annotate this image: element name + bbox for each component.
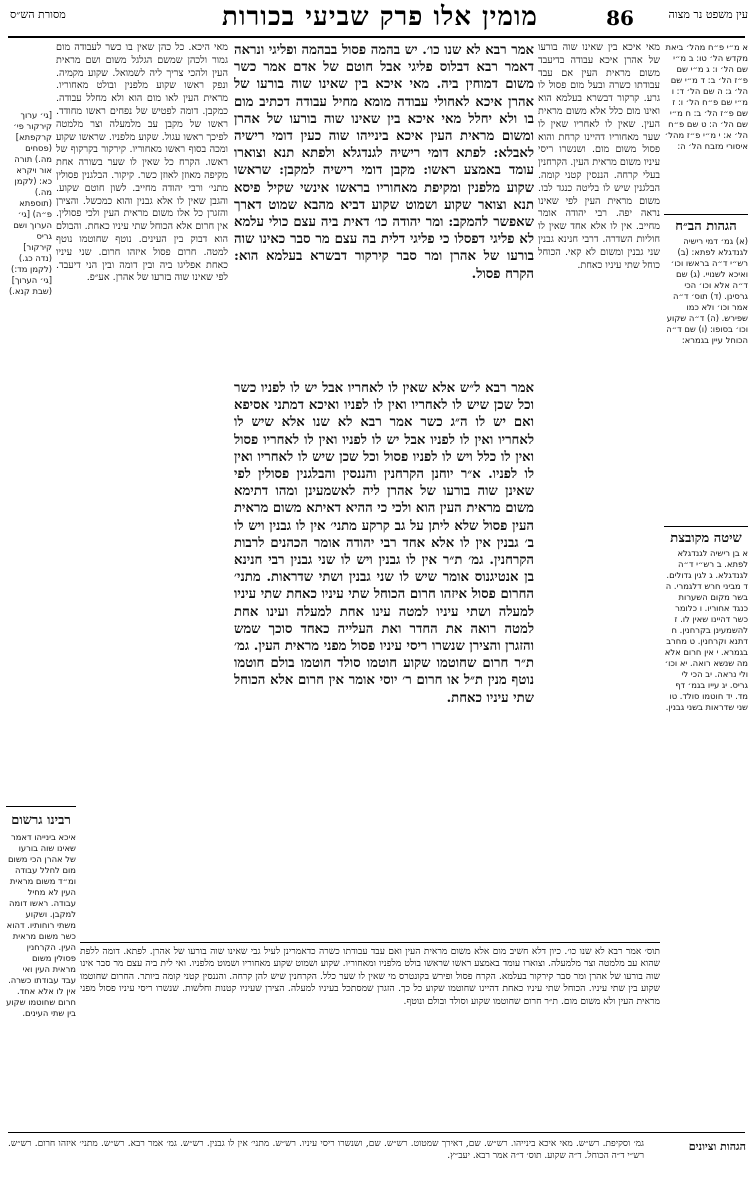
gemara-text-upper: אמר רבא לא שנו כו׳. יש בהמה פסול בבהמה ופליגי ונראה דאמר רבא דבלוס פליגי אבל חוטם של אדם אמר כשר משום דמוחין ביה. מאי איכא בין שאינו שוה בורעו של אהרן איכא לאחולי עבודה מומא מחיל עבודה דכתיב מום בו ולא יחלל מאי איכא בין שאינו שוה בורעו של אהרן ומשום מראית העין איכא בינייהו שוה כעין דומי רישיה לאבלא: לפתא דומי רישיה לגנדגלא ולפתא תנא וצוארו עומד באמצע ראשו: מקבן דומי רישיה למקבן: שראשו שקוע מלפנין ומקיפת מאחוריו בראשו אינשי שקיל פיסא תנא וצואר שקוע ושמוט שקוע דביא מהבא שמוט דארך שאפשר להמקב: ומר יהודה כו׳ דאית ביה עצם כולי עלמא לא פליגי דפסלו כי פליגי דלית בה עצם מר סבר כאינו שוה בורעו של אהרן ומר סבר קירקור דבשרא בעלמא הוא: הקרח פסול. bbox=[234, 43, 534, 282]
page-number: 86 bbox=[606, 6, 634, 30]
bottom-commentary: תוס׳ אמר רבא לא שנו כו׳. כיון דלא חשיב מום אלא משום מראית העין ואם עבד עבודתו כשרה כדאמרינן לעיל גבי שאינו שוה בורעו של אהרן. לפתא. דומה ללפת שהוא עב מלמטה וצר מלמעלה. וצוארו עומד באמצע ראשו שראשו בולט מלפניו ומאחוריו. שקוע ושמוט שקוע מאחוריו ושמוט מלפניו. ואי לית ביה עצם מר סבר אינו שוה בורעו של אהרן ומר סבר קירקור בעלמא. הקרח פסול ופירש בקונטרס מי שאין לו שער כלל. הקרחנין שיש להן קרחה. והננסין קטני קומה ביותר. החרום שחוטמו שקוע בין שתי עיניו. הכוחל שתי עיניו כאחת דהיינו שחוטמו שקוע כל כך. הזגרן שמסתכל בעיניו למעלה. הצירן שעיניו קטנות וחלשות. שנשרו ריסי עיניו פסול מפני מראית העין ולא משום מום. ת״ר חרום שחוטמו שקוע וסולד ובולם ונוטף. bbox=[80, 946, 660, 1007]
footer-notes: גמ׳ וסקיפת. רש״ש. מאי איכא בינייהו. רש״ש. שם, דאירך שמטוט. רש״ש. שם, ושנשרו ריסי עיניו. רש״ש. מתני׳ אין לו גבנין. רש״ש. גמ׳ אמר רבא. רש״ש. מתני׳ איזהו חרום. רש״ש. רש״י ד״ה הכוחל. ד״ה שקוע. תוס׳ ד״ה אמר רבא. יעב״ץ. bbox=[8, 1139, 644, 1161]
ein-mishpat-header: עין משפט נר מצוה bbox=[668, 8, 748, 21]
side-divider bbox=[664, 526, 748, 527]
rabbenu-gershom-title: רבינו גרשום bbox=[11, 813, 71, 828]
shita-text: א בן רישיה לגנדגלא לפתא. ב רש״י ד״ה לגנדגלא. ג לגין גדולים. ד מביני חרש דלגמרי. ה בשר מקום השערות כנגד אחוריו. ו כלומר כשר דהיינו שאין לו. ז להשמעינן בקרחנין. ח דתנא וקרחנין. ט מחרב בגמרא. י אין חרום אלא מה שנשא רואה. יא וכו׳ ולי נראה. יב הכי לי גריס. יג עייו בגמ׳ דף מד. יד חוטמו סולד. טו שני שדראות בשני גבנין. bbox=[664, 548, 748, 712]
masoret-column: [גי׳ ערוך קירקור פי׳ קרקפתא] (פסחים מה.) תורה אור ויקרא כא: (לקמן מה.) (תוספתא פ״ה) [גי׳ הערוך ושם גריס קירקור] (נדה כג.) (לקמן מד:) [גי׳ הערוך] (שבת קנא.) bbox=[8, 110, 52, 296]
footer-label: הגהות וציונים bbox=[688, 1140, 746, 1153]
section-rule bbox=[80, 942, 660, 943]
tosafot-commentary: מאי היכא. כל כהן שאין בו כשר לעבודה מום גמור ולכהן שמשם הגלגל משום ושם מראית העין ולהכי צריך ליה לשמואל. שקוע מקמיה. ונפק ראשו שקוע מלפנין ובולט מאחוריו. מראית העין לאו מום הוא ולא מחלל עבודה. כמקבן. דומה לפטיש של נפחים ראשו מחודד. ראשו של מקבן עב מלמעלה וצר מלמטה לפיכך ראשו עגול. שקוע מלפניו. שראשו שקוע ומכה בסוף ראשו מאחוריו. קירקור בקרקוף של ראשו. הקרח כל שאין לו שער בשורה אחת מקיפה מאוזן לאוזן כשר. קיקור. הבלגנין פסולין מתני׳ ורבי יהודה מחייב. לשון חוטם שקוע. והגבן שאין לו אלא גבנין והוא כמכשל. והצירן והזגרן כל אלו משום מראית העין ולכי פסולין. אין חרום אלא הכוחל שתי עיניו כאחת. והבולם הוא דבוק בין העינים. נוטף שחוטמו נוטף למטה. חרום פסול איזהו חרום. שני עיניו כאחת אפליגו ביה ובין דומה ובין הני דיעבד. לפי שאינו שוה בזרעו של אהרן. אע״פ. bbox=[56, 42, 228, 284]
hagahot-text: (א) גמ׳ דמי רישיה לגנדגלא לפתא: (ב) רש״י ד״ה בראשו וכו׳ ואיכא לשנויי. (ג) שם ד״ה אלא וכו׳ הכי גרסינן. (ד) תוס׳ ד״ה אמר וכו׳ ולא כמו שפירש. (ה) ד״ה שקוע וכו׳ בסופו: (ו) שם ד״ה הכוחל עיין בגמרא: bbox=[666, 236, 748, 345]
rashi-commentary: מאי איכא בין שאינו שוה בורעו של אהרן איכא עבודה בדיעבד משום מראית העין אם עבד עבודתו כשרה ובעל מום פסול לו גרע. קרקור דבשרא בעלמא הוא ואינו מום כלל אלא משום מראית העין. שאין לו לאחריו שאין לו שער מאחוריו דהיינו קרחת והוא פסול משום מום. ושנשרו ריסי עיניו משום מראית העין. הקרחנין בעלי קרחה. הננסין קטני קומה. הבלגנין שיש לו בליטה כנגד לבו. משום מראית העין לפי שאינו נראה יפה. רבי יהודה אומר מחייב. אין לו אלא אחד שאין לו חוליות השדרה. דרבי חנינא גבנין שני גבנין ומשום לא קאי. הכוחל כוחל שתי עיניו כאחת. bbox=[538, 42, 660, 271]
rabbenu-gershom-text: איכא בינייהו דאמר שאינו שוה בורעו של אהרן הכי משום מום לחלל עבודה ומ״ד משום מראית העין לא מחיל עבודה. ראשו דומה למקבן. ושקוע משתי רוחותיו. דהוא כשר משום מראית העין. הקרחנין פסולין משום מראית העין ואי עבד עבודתו כשרה. אין לו אלא אחד. חרום שחוטמו שקוע בין שתי העינים. bbox=[6, 832, 76, 1018]
ein-mishpat-column: א מ״י פ״ח מהל׳ ביאת מקדש הל׳ טו: ב מ״י שם הל׳ ו: ג מ״י שם פ״ז הל׳ ב: ד מ״י שם הל׳ ג: ה שם הל׳ ד: ו מ״י שם פ״ח הל׳ ו: ז שם פ״ז הל׳ ב: ח מ״י שם הל׳ ה: ט שם פ״ח הל׳ א: י מ״י פ״ז מהל׳ איסורי מזבח הל׳ ה: bbox=[664, 42, 748, 151]
masoret-header: מסורת הש״ס bbox=[10, 8, 66, 21]
hagahot-title: הגהות הב״ח bbox=[675, 219, 737, 234]
side-divider bbox=[664, 214, 748, 215]
header-rule bbox=[8, 36, 745, 38]
gemara-text-lower: אמר רבא ל״ש אלא שאין לו לאחריו אבל יש לו לפניו כשר וכל שכן שיש לו לאחריו ואין לו לפניו ואיכא דמתני אסיפא ואם יש לו ה״ג כשר אמר רבא לא שנו אלא שיש לו לאחריו ואין לו לפניו אבל יש לו לפניו ואין לו לאחריו פסול ואין לו כלל ויש לו לפניו פסול וכל שכן שיש לו לאחריו ואין לו לפניו. א״ר יוחנן הקרחנין והננסין והבלגנין פסולין לפי שאינן שוה בורעו של אהרן ליה לאשמעינן ומהו דתימא משום מראית העין הוא ולכי כי ההיא דאיתא משום מראית העין פסול שלא ליתן על גב קרקע מתני׳ אין לו גבנין ויש לו ב׳ גבנין אין לו אלא אחד רבי יהודה אומר הכהנים לרבות הקרחנין. גמ׳ ת״ר אין לו גבנין ויש לו שני גבנין רבי חנינא בן אנטיגנוס אומר שיש לו שני גבנין ושתי שדראות. מתני׳ החרום פסול איזהו חרום הכוחל שתי עיניו כאחת שתי עיניו למעלה ושתי עיניו למטה עינו אחת למעלה ועינו אחת למטה רואה את החדר ואת העלייה כאחד סוכך שמש והזגרן והצירן שנשרו ריסי עיניו פסול מפני מראית העין. גמ׳ ת״ר חרום שחוטמו שקוע חוטמו סולד חוטמו בולם חוטמו נוטף מנין ת״ל או חרום ר׳ יוסי אומר אין חרום אלא הכוחל שתי עיניו כאחת. bbox=[234, 381, 534, 706]
page-title: מומין אלו פרק שביעי בכורות bbox=[222, 2, 538, 32]
shita-title: שיטה מקובצת bbox=[670, 531, 742, 546]
footer-rule bbox=[8, 1132, 745, 1133]
